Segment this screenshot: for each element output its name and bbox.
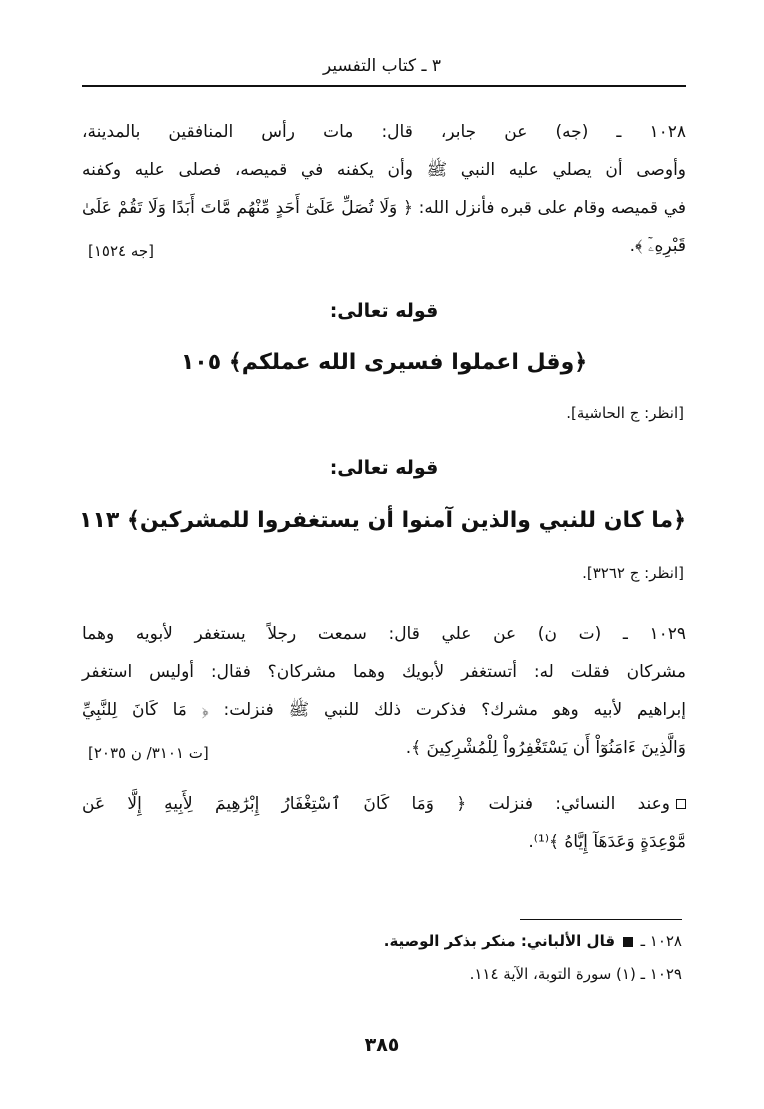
- hadith-1029-line-2: مشركان فقلت له: أتستغفر لأبويك وهما مشركان؟ فقال: أوليس استغفر: [82, 662, 686, 682]
- hadith-1029-line-4: وَالَّذِينَ ءَامَنُوٓاْ أَن يَسْتَغْفِرُواْ لِلْمُشْرِكِينَ ﴾.: [405, 738, 686, 758]
- footnote-1029-text: (١) سورة التوبة، الآية ١١٤.: [469, 965, 636, 983]
- nasai-line-2: مَّوْعِدَةٍ وَعَدَهَآ إِيَّاهُ ﴾⁽¹⁾.: [528, 832, 686, 852]
- filled-square-icon: [623, 937, 633, 947]
- nasai-line-1: وعند النسائي: فنزلت ﴿ وَمَا كَانَ ٱسْتِغْفَارُ إِبْرَٰهِيمَ لِأَبِيهِ إِلَّا عَن: [82, 785, 686, 823]
- footnote-1029: [470, 965, 682, 983]
- section-1-verse: ﴿وقل اعملوا فسيرى الله عملكم﴾ ١٠٥: [180, 350, 588, 375]
- hadith-1029-line-3: إبراهيم لأبيه وهو مشرك؟ فذكرت ذلك للنبي ﷺ فنزلت: ﴿ مَا كَانَ لِلنَّبِيِّ: [82, 700, 686, 720]
- hadith-1029-line-1: ١٠٢٩ ـ (ت ن) عن علي قال: سمعت رجلاً يستغفر لأبويه وهما: [82, 624, 686, 644]
- hollow-square-icon: [676, 799, 686, 809]
- section-2-verse: ﴿ما كان للنبي والذين آمنوا أن يستغفروا للمشركين﴾ ١١٣: [79, 508, 686, 533]
- section-1-heading: قوله تعالى:: [329, 300, 439, 322]
- footnote-1029-number: ١٠٢٩ ـ: [640, 965, 682, 983]
- footnote-1028-text: قال الألباني: منكر بذكر الوصية.: [383, 932, 616, 950]
- footnote-rule: [520, 919, 682, 920]
- hadith-1029-reference: [ت ٣١٠١/ ن ٢٠٣٥]: [88, 744, 209, 762]
- nasai-addition: [82, 785, 686, 861]
- section-2-note: [انظر: ج ٣٢٦٢].: [582, 564, 684, 582]
- footnote-1028-number: ١٠٢٨ ـ: [640, 932, 682, 950]
- hadith-1028-line-3: في قميصه وقام على قبره فأنزل الله: ﴿ وَلَا تُصَلِّ عَلَىٰٓ أَحَدٍ مِّنْهُم مَّاتَ أَبَدًا وَلَا تَقُمْ عَلَىٰ: [82, 198, 686, 218]
- page-number: ٣٨٥: [364, 1034, 400, 1056]
- hadith-1028-reference: [جه ١٥٢٤]: [88, 242, 155, 260]
- hadith-1028-line-1: ١٠٢٨ ـ (جه) عن جابر، قال: مات رأس المنافقين بالمدينة،: [82, 122, 686, 142]
- footnote-1028: [384, 932, 682, 950]
- header-rule: [82, 85, 686, 87]
- running-header: ٣ ـ كتاب التفسير: [322, 56, 442, 76]
- section-1-note: [انظر: ج الحاشية].: [566, 404, 684, 422]
- hadith-1028-line-2: وأوصى أن يصلي عليه النبي ﷺ وأن يكفنه في قميصه، فصلى عليه وكفنه: [82, 160, 686, 180]
- hadith-1028-line-4: قَبْرِهِۦٓ ﴾.: [629, 236, 686, 256]
- hadith-1028: [82, 113, 686, 265]
- section-2-heading: قوله تعالى:: [329, 457, 439, 479]
